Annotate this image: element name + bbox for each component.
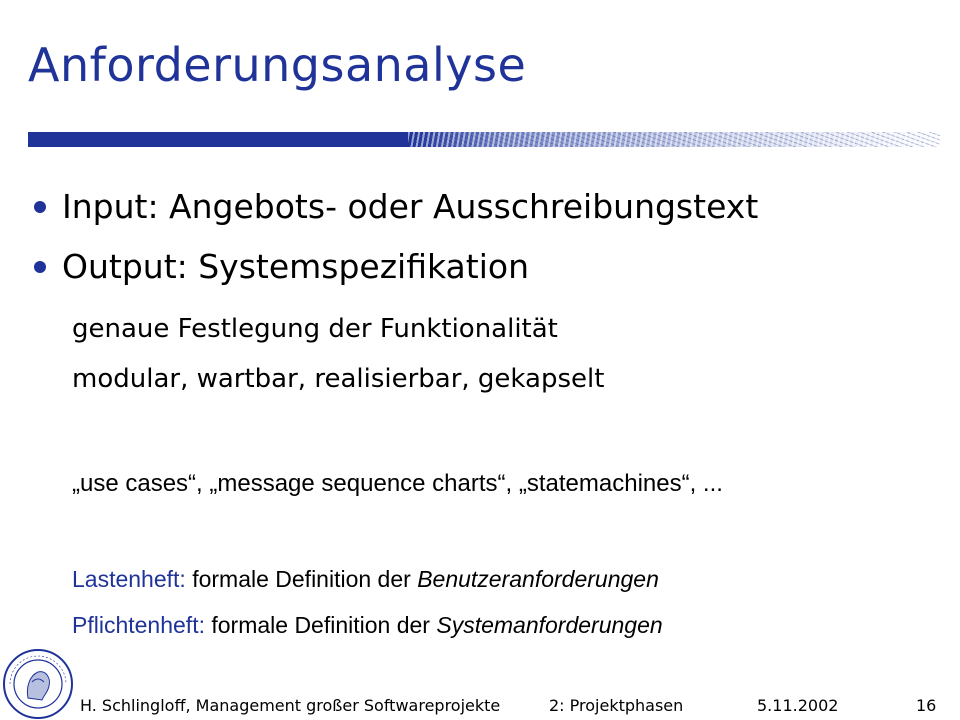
footer-page-number: 16 <box>916 696 937 715</box>
footer-date: 5.11.2002 <box>757 696 839 715</box>
definition-emphasis: Benutzeranforderungen <box>417 566 659 592</box>
footer-section: 2: Projektphasen <box>549 696 684 715</box>
bullet-dot-icon <box>34 201 46 213</box>
bullet-input-text: Input: Angebots- oder Ausschreibungstext <box>62 187 759 226</box>
bullet-output <box>34 247 529 286</box>
sub-item-functionality: genaue Festlegung der Funktionalität <box>72 314 558 344</box>
bullet-input <box>34 187 759 226</box>
definition-term: Lastenheft: <box>72 566 186 592</box>
sub-item-properties: modular, wartbar, realisierbar, gekapselt <box>72 364 605 394</box>
bullet-output-text: Output: Systemspezifikation <box>62 247 529 286</box>
slide-title: Anforderungsanalyse <box>28 38 527 92</box>
bullet-dot-icon <box>34 261 46 273</box>
definition-pflichtenheft <box>72 614 663 637</box>
university-seal-icon <box>2 648 74 720</box>
definition-text: formale Definition der <box>185 566 418 592</box>
definition-emphasis: Systemanforderungen <box>436 612 663 638</box>
definition-lastenheft <box>72 568 659 591</box>
sub-item-notations: „use cases“, „message sequence charts“, „statemachines“, ... <box>72 470 723 497</box>
definition-text: formale Definition der <box>204 612 437 638</box>
definition-term: Pflichtenheft: <box>72 612 205 638</box>
title-divider-bar <box>28 132 940 147</box>
footer-author: H. Schlingloff, Management großer Softwareprojekte <box>80 696 501 715</box>
